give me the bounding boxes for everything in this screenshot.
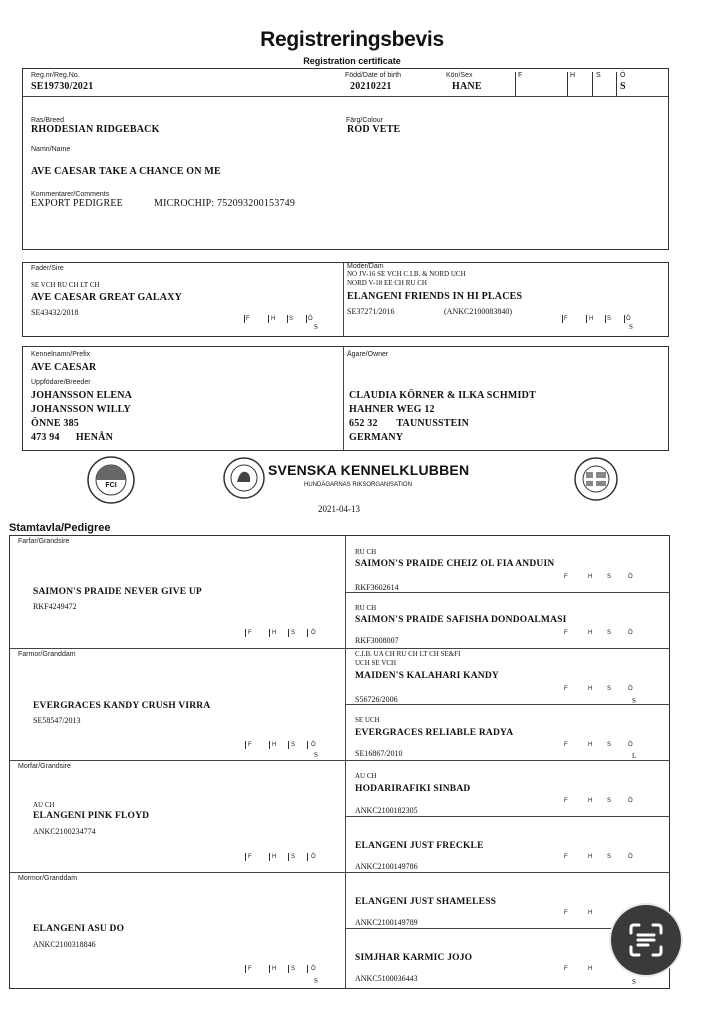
prefix-label: Kennelnamn/Prefix (31, 351, 91, 358)
ggp4-titles: SE UCH (355, 716, 380, 724)
skk-seal-icon (222, 456, 266, 500)
ggp3-titles: C.I.B. UA CH RU CH LT CH SE&FI (355, 650, 461, 658)
sex: HANE (452, 81, 482, 92)
sex-label: Kön/Sex (446, 72, 473, 79)
gp4-reg: ANKC2100318846 (33, 940, 96, 949)
ggp2-name: SAIMON'S PRAIDE SAFISHA DONDOALMASI (355, 615, 567, 625)
dam-mark: S (629, 323, 633, 331)
dob-label: Född/Date of birth (345, 72, 402, 79)
ggp5-titles: AU CH (355, 772, 377, 780)
fhso-value: S (620, 81, 626, 92)
sire-mark: S (314, 323, 318, 331)
microchip: MICROCHIP: 752093200153749 (154, 198, 296, 209)
gp2-mark: S (314, 751, 318, 759)
breeder-line-2: JOHANSSON WILLY (31, 404, 131, 415)
owner-line-4: GERMANY (349, 432, 404, 443)
pedigree-heading: Stamtavla/Pedigree (9, 522, 111, 534)
reg-no-label: Reg.nr/Reg.No. (31, 72, 80, 79)
owner-line-3: 652 32 TAUNUSSTEIN (349, 418, 470, 429)
ggp7-name: ELANGENI JUST SHAMELESS (355, 897, 497, 907)
ggp2-reg: RKF3008007 (355, 636, 399, 645)
breed-label: Ras/Breed (31, 117, 65, 124)
document-subtitle: Registration certificate (303, 56, 401, 66)
dam-ankc: (ANKC2100083840) (444, 307, 512, 316)
ggp4-reg: SE16867/2010 (355, 749, 403, 758)
sire-label: Fader/Sire (31, 265, 64, 272)
ggp5-name: HODARIRAFIKI SINBAD (355, 784, 471, 794)
gp1-label: Farfar/Grandsire (18, 538, 70, 545)
document-title: Registreringsbevis (260, 28, 444, 51)
dam-reg: SE37271/2016 (347, 307, 395, 316)
ggp6-reg: ANKC2100149786 (355, 862, 418, 871)
ggp8-mark: S (632, 978, 636, 986)
org-tagline: HUNDÄGARNAS RIKSORGANISATION (304, 482, 412, 488)
issue-date: 2021-04-13 (318, 504, 360, 514)
breeder-line-3: ÖNNE 385 (31, 418, 79, 429)
owner-line-1: CLAUDIA KÖRNER & ILKA SCHMIDT (349, 390, 536, 401)
gp2-reg: SE58547/2013 (33, 716, 81, 725)
gp4-label: Mormor/Granddam (18, 875, 78, 882)
sire-titles: SE VCH RU CH LT CH (31, 281, 100, 289)
dam-label: Moder/Dam (347, 263, 384, 270)
fhso-s: S (596, 72, 601, 79)
ggp4-name: EVERGRACES RELIABLE RADYA (355, 728, 514, 738)
text-scan-button[interactable] (611, 905, 681, 975)
ggp3-titles2: UCH SE VCH (355, 659, 397, 667)
gp1-name: SAIMON'S PRAIDE NEVER GIVE UP (33, 587, 202, 597)
gp3-titles: AU CH (33, 801, 55, 809)
org-name: SVENSKA KENNELKLUBBEN (268, 462, 470, 478)
colour: ROD VETE (347, 124, 401, 135)
fhso-o: Ö (620, 72, 626, 79)
gp2-name: EVERGRACES KANDY CRUSH VIRRA (33, 701, 211, 711)
owner-label: Ägare/Owner (347, 351, 389, 358)
prefix: AVE CAESAR (31, 362, 97, 373)
fci-logo-icon (86, 455, 136, 505)
dam-titles-1: NO JV-16 SE VCH C.I.B. & NORD UCH (347, 270, 466, 278)
ggp3-name: MAIDEN'S KALAHARI KANDY (355, 671, 499, 681)
ggp8-name: SIMJHAR KARMIC JOJO (355, 953, 473, 963)
breeder-line-4: 473 94 HENÅN (31, 432, 114, 443)
breeder-line-1: JOHANSSON ELENA (31, 390, 133, 401)
breeder-label: Uppfödare/Breeder (31, 379, 91, 386)
gp3-name: ELANGENI PINK FLOYD (33, 811, 150, 821)
ggp6-name: ELANGENI JUST FRECKLE (355, 841, 484, 851)
colour-label: Färg/Colour (346, 117, 383, 124)
ggp1-titles: RU CH (355, 548, 377, 556)
comments-label: Kommentarer/Comments (31, 191, 110, 198)
fhso-f: F (518, 72, 523, 79)
nordic-seal-icon (573, 456, 619, 502)
text-scan-icon (611, 905, 681, 975)
ggp4-mark: L (632, 752, 637, 760)
dob: 20210221 (350, 81, 392, 92)
gp4-name: ELANGENI ASU DO (33, 924, 125, 934)
dog-name: AVE CAESAR TAKE A CHANCE ON ME (31, 166, 221, 177)
gp4-mark: S (314, 977, 318, 985)
ggp3-mark: S (632, 697, 636, 705)
fhso-h: H (570, 72, 576, 79)
ggp7-reg: ANKC2100149789 (355, 918, 418, 927)
ggp2-titles: RU CH (355, 604, 377, 612)
sire-reg: SE43432/2018 (31, 308, 79, 317)
dam-titles-2: NORD V-18 EE CH RU CH (347, 279, 427, 287)
dam-name: ELANGENI FRIENDS IN HI PLACES (347, 291, 523, 302)
sire-name: AVE CAESAR GREAT GALAXY (31, 292, 183, 303)
owner-line-2: HAHNER WEG 12 (349, 404, 435, 415)
sire-fhso: F H S Ö (246, 316, 313, 322)
gp2-label: Farmor/Granddam (18, 651, 76, 658)
comments: EXPORT PEDIGREE (31, 198, 123, 209)
breed: RHODESIAN RIDGEBACK (31, 124, 160, 135)
gp3-label: Morfar/Grandsire (18, 763, 71, 770)
ggp5-reg: ANKC2100182305 (355, 806, 418, 815)
name-label: Namn/Name (31, 146, 71, 153)
ggp1-name: SAIMON'S PRAIDE CHEIZ OL FIA ANDUIN (355, 559, 555, 569)
reg-no: SE19730/2021 (31, 81, 94, 92)
ggp3-reg: S56726/2006 (355, 695, 398, 704)
gp3-reg: ANKC2100234774 (33, 827, 96, 836)
gp1-reg: RKF4249472 (33, 602, 77, 611)
fci-label: FCI (105, 482, 117, 489)
ggp1-reg: RKF3602614 (355, 583, 399, 592)
dam-fhso: F H S Ö (564, 316, 631, 322)
ggp8-reg: ANKC5100036443 (355, 974, 418, 983)
